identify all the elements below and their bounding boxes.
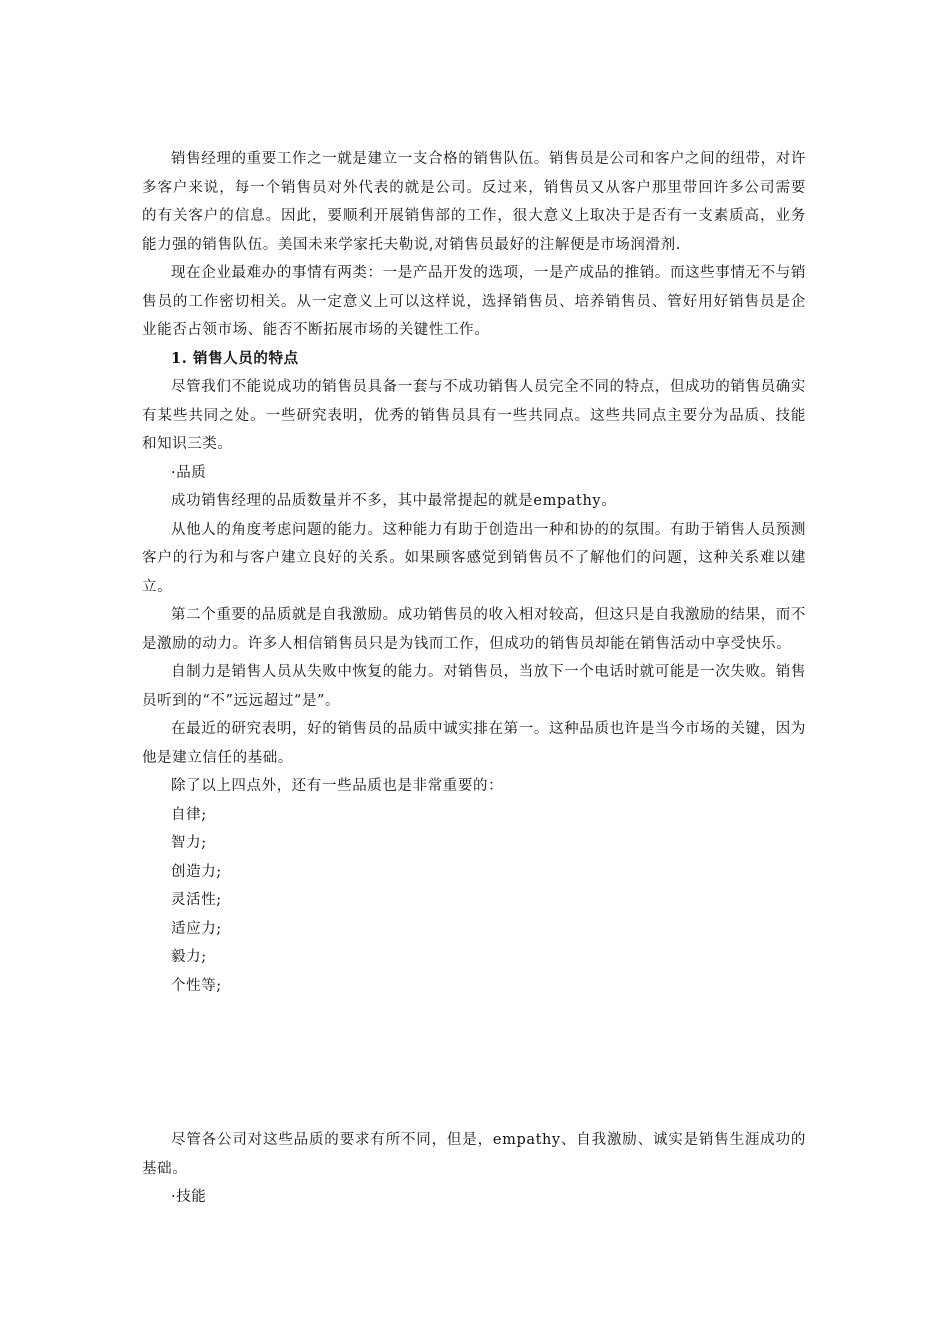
list-item: 适应力;: [171, 920, 222, 937]
list-item: 灵活性;: [171, 892, 222, 908]
paragraph-other-qualities: 除了以上四点外，还有一些品质也是非常重要的：: [171, 778, 504, 794]
paragraph-honesty: 在最近的研究表明，好的销售员的品质中诚实排在第一。这种品质也许是当今市场的关键，因为他是建立信任的基础。: [142, 721, 806, 766]
paragraph-challenges: 现在企业最难办的事情有两类：一是产品开发的选项，一是产成品的推销。而这些事情无不与销售员的工作密切相关。从一定意义上可以这样说，选择销售员、培养销售员、管好用好销售员是企业能否占领市场、能否不断拓展市场的关键性工作。: [142, 265, 806, 338]
document-body-upper: [142, 145, 806, 1000]
document-body-lower: [142, 1126, 806, 1212]
paragraph-section-intro: 尽管我们不能说成功的销售员具备一套与不成功销售人员完全不同的特点，但成功的销售员确实有某些共同之处。一些研究表明，优秀的销售员具有一些共同点。这些共同点主要分为品质、技能和知识三类。: [142, 379, 806, 452]
subsection-title-quality: ·品质: [171, 464, 207, 481]
list-item: 毅力;: [171, 949, 207, 965]
paragraph-intro: 销售经理的重要工作之一就是建立一支合格的销售队伍。销售员是公司和客户之间的纽带，对许多客户来说，每一个销售员对外代表的就是公司。反过来，销售员又从客户那里带回许多公司需要的有关客户的信息。因此，要顺利开展销售部的工作，很大意义上取决于是否有一支素质高，业务能力强的销售队伍。美国未来学家托夫勒说,对销售员最好的注解便是市场润滑剂.: [142, 151, 806, 253]
paragraph-empathy: 成功销售经理的品质数量并不多，其中最常提起的就是empathy。: [171, 493, 617, 509]
subsection-title-skills: ·技能: [171, 1189, 207, 1205]
list-item: 创造力;: [171, 863, 222, 880]
paragraph-self-control: 自制力是销售人员从失败中恢复的能力。对销售员，当放下一个电话时就可能是一次失败。销售员听到的“不”远远超过“是”。: [142, 664, 806, 709]
section-heading: 1. 销售人员的特点: [171, 349, 299, 367]
paragraph-closing: 尽管各公司对这些品质的要求有所不同，但是，empathy、自我激励、诚实是销售生涯成功的基础。: [142, 1132, 806, 1177]
list-item: 智力;: [171, 835, 207, 851]
list-item: 个性等;: [171, 977, 222, 994]
paragraph-self-motivation: 第二个重要的品质就是自我激励。成功销售员的收入相对较高，但这只是自我激励的结果，而不是激励的动力。许多人相信销售员只是为钱而工作，但成功的销售员却能在销售活动中享受快乐。: [142, 607, 806, 652]
paragraph-empathy-detail: 从他人的角度考虑问题的能力。这种能力有助于创造出一种和协的的氛围。有助于销售人员预测客户的行为和与客户建立良好的关系。如果顾客感觉到销售员不了解他们的问题，这种关系难以建立。: [142, 521, 806, 595]
list-item: 自律;: [171, 806, 207, 823]
